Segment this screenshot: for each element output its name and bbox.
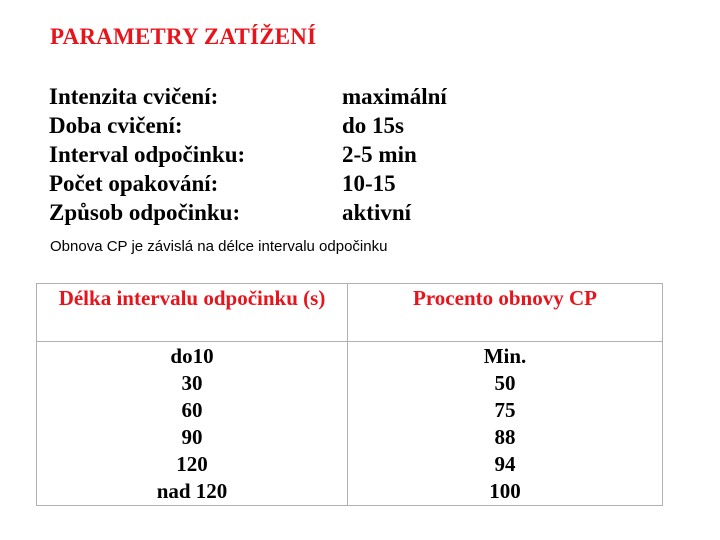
page-title: PARAMETRY ZATÍŽENÍ [50, 24, 317, 49]
recovery-table [36, 283, 663, 506]
parameters-list [49, 82, 489, 227]
table-header-interval: Délka intervalu odpočinku (s) [37, 284, 348, 342]
recovery-note: Obnova CP je závislá na délce intervalu odpočinku [50, 238, 388, 255]
recovery-column [348, 342, 663, 506]
parameter-label: Způsob odpočinku: [49, 199, 241, 225]
table-cell: 50 [494, 371, 516, 395]
table-row [37, 342, 663, 506]
parameter-label: Počet opakování: [49, 170, 219, 196]
table-header-recovery: Procento obnovy CP [348, 284, 663, 342]
interval-column [37, 342, 348, 506]
table-cell: do10 [170, 344, 214, 368]
parameter-label: Interval odpočinku: [49, 141, 246, 167]
table-cell: 88 [494, 425, 516, 449]
parameter-row [49, 140, 489, 169]
parameter-row [49, 169, 489, 198]
parameter-row [49, 198, 489, 227]
parameter-label: Doba cvičení: [49, 112, 183, 138]
parameter-value: aktivní [342, 199, 412, 225]
table-cell: 100 [489, 479, 521, 503]
parameter-label: Intenzita cvičení: [49, 83, 219, 109]
table-cell: nad 120 [156, 479, 228, 503]
parameter-row [49, 111, 489, 140]
table-cell: 60 [181, 398, 203, 422]
table-cell: 30 [181, 371, 203, 395]
table-cell: 94 [494, 452, 516, 476]
table-cell: Min. [483, 344, 527, 368]
parameter-value: do 15s [342, 112, 404, 138]
parameter-value: 2-5 min [342, 141, 417, 167]
parameter-value: 10-15 [342, 170, 396, 196]
table-cell: 120 [176, 452, 208, 476]
table-cell: 75 [494, 398, 516, 422]
table-cell: 90 [181, 425, 203, 449]
parameter-value: maximální [342, 83, 447, 109]
table-header-row [37, 284, 663, 342]
parameter-row [49, 82, 489, 111]
